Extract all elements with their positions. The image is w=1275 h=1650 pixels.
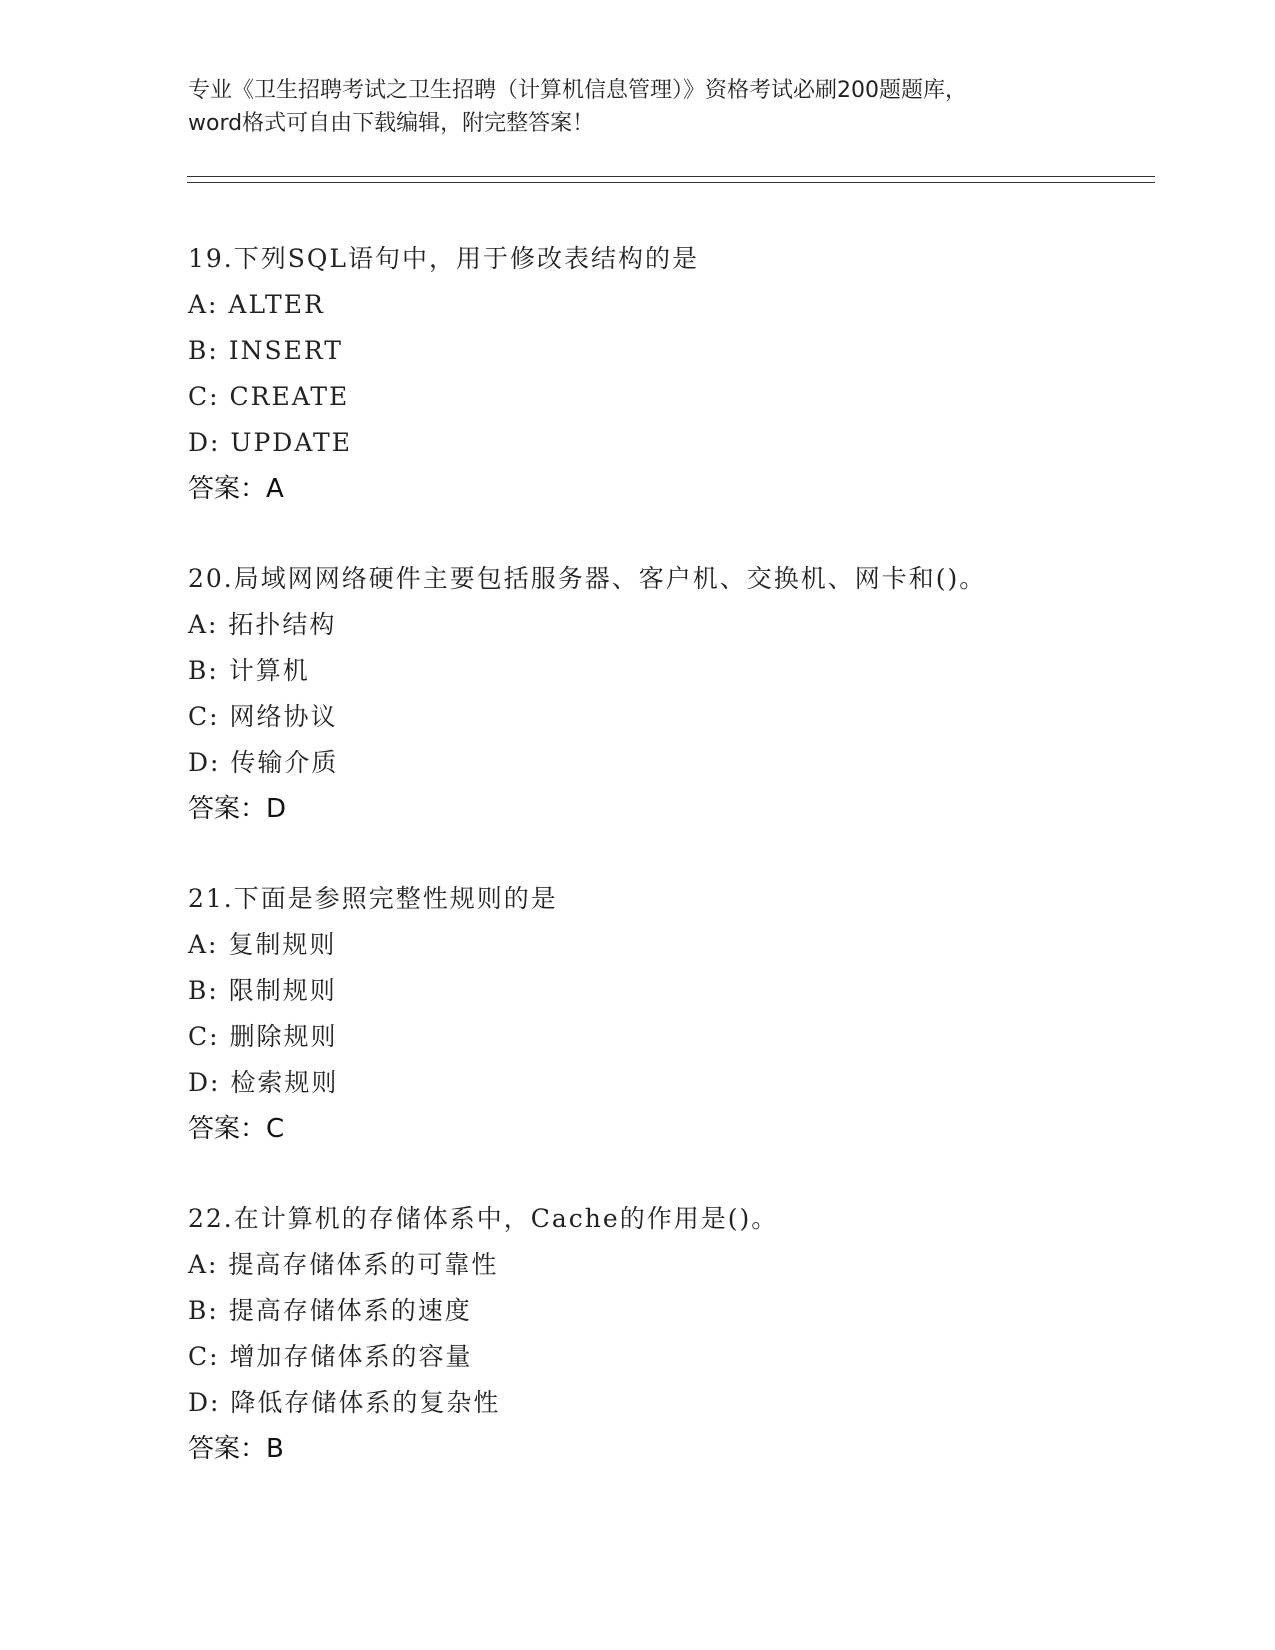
question-22 bbox=[188, 1196, 1168, 1516]
option-b: B: 提高存储体系的速度 bbox=[188, 1296, 472, 1325]
header-divider-top bbox=[187, 176, 1155, 177]
option-a: A: 拓扑结构 bbox=[188, 610, 337, 639]
question-19 bbox=[188, 236, 1168, 556]
header-line-2: word格式可自由下载编辑，附完整答案！ bbox=[188, 111, 595, 136]
document-header bbox=[188, 74, 1088, 140]
question-stem: 19.下列SQL语句中，用于修改表结构的是 bbox=[188, 244, 699, 273]
option-b: B: INSERT bbox=[188, 336, 343, 365]
question-list bbox=[188, 236, 1168, 1516]
option-c: C: CREATE bbox=[188, 382, 350, 411]
option-d: D: UPDATE bbox=[188, 428, 352, 457]
option-d: D: 传输介质 bbox=[188, 748, 339, 777]
option-c: C: 增加存储体系的容量 bbox=[188, 1342, 473, 1371]
option-c: C: 删除规则 bbox=[188, 1022, 338, 1051]
option-a: A: 复制规则 bbox=[188, 930, 337, 959]
question-stem: 22.在计算机的存储体系中，Cache的作用是()。 bbox=[188, 1204, 779, 1233]
option-d: D: 降低存储体系的复杂性 bbox=[188, 1388, 501, 1417]
option-b: B: 限制规则 bbox=[188, 976, 337, 1005]
question-stem: 21.下面是参照完整性规则的是 bbox=[188, 884, 558, 913]
option-a: A: ALTER bbox=[188, 290, 325, 319]
question-20 bbox=[188, 556, 1168, 876]
option-a: A: 提高存储体系的可靠性 bbox=[188, 1250, 499, 1279]
header-line-1: 专业《卫生招聘考试之卫生招聘（计算机信息管理）》资格考试必刷200题题库， bbox=[188, 78, 967, 103]
header-divider-bottom bbox=[187, 182, 1155, 183]
option-c: C: 网络协议 bbox=[188, 702, 338, 731]
answer-line: 答案：C bbox=[188, 1114, 285, 1144]
question-stem: 20.局域网网络硬件主要包括服务器、客户机、交换机、网卡和()。 bbox=[188, 564, 987, 593]
answer-line: 答案：A bbox=[188, 474, 284, 504]
answer-line: 答案：D bbox=[188, 794, 287, 824]
option-b: B: 计算机 bbox=[188, 656, 310, 685]
answer-line: 答案：B bbox=[188, 1434, 284, 1464]
question-21 bbox=[188, 876, 1168, 1196]
option-d: D: 检索规则 bbox=[188, 1068, 339, 1097]
